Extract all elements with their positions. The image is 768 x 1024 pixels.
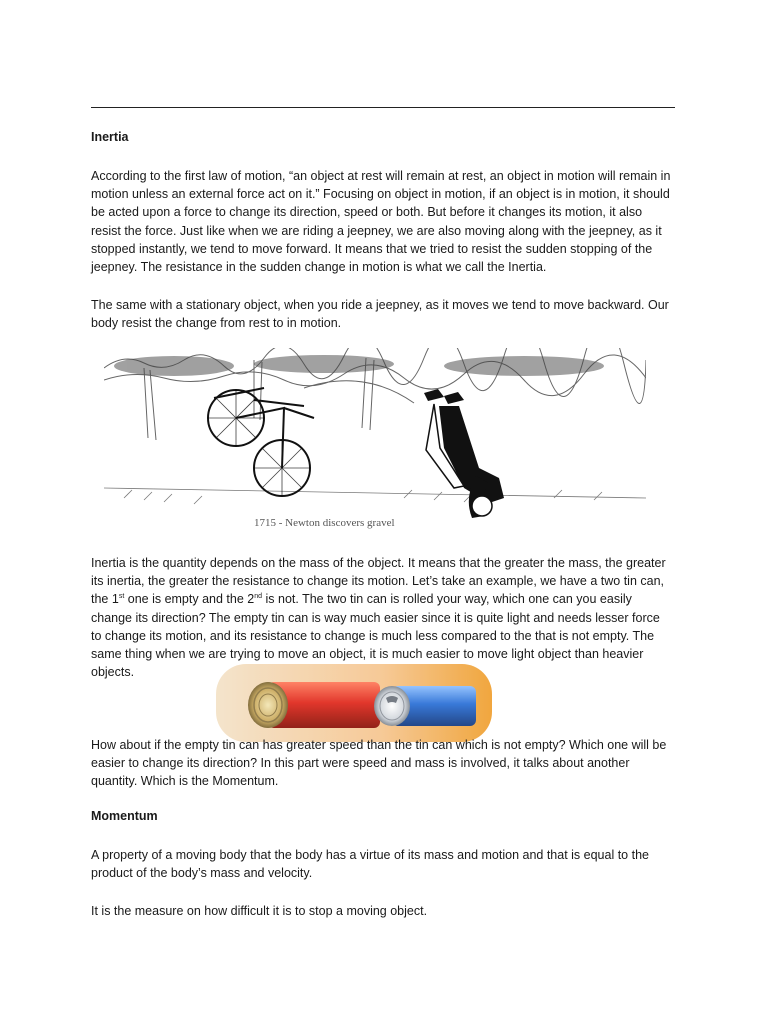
paragraph-inertia-mass <box>91 554 671 681</box>
tin-cans-image <box>216 664 492 742</box>
paragraph-momentum-measure: It is the measure on how difficult it is to stop a moving object. <box>91 904 428 918</box>
paragraph-momentum-definition: A property of a moving body that the body has a virtue of its mass and motion and that is equal to the product of the body’s mass and velocity. <box>91 848 649 881</box>
paragraph-inertia-mass-part1: Inertia is the quantity depends on the mass of the object. It means that the greater the mass, the greater its inertia, the greater the resistance to change its motion. Let’s take an example, we have a two tin can, the 1 <box>91 556 666 607</box>
ordinal-suffix-second: nd <box>254 593 263 601</box>
ordinal-suffix-first: st <box>118 593 125 601</box>
newton-cartoon-image <box>104 348 646 534</box>
paragraph-inertia-mass-part3: is not. The two tin can is rolled your way, which one can you easily change its direction? The empty tin can is way much easier since it is quite light and needs lesser force to change its motion, and its resistance to change is much less compared to the that is not empty. The same thing when we are trying to move an object, it is much easier to move light object than heavier objects. <box>91 592 660 680</box>
top-rule <box>91 107 675 108</box>
paragraph-speed-question: How about if the empty tin can has greater speed than the tin can which is not empty? Which one will be easier to change its direction? In this part were speed and mass is involved, it talks about another quantity. Which is the Momentum. <box>91 738 667 789</box>
figure1-caption: 1715 - Newton discovers gravel <box>254 517 395 529</box>
paragraph-inertia-mass-part2: one is empty and the 2 <box>124 592 255 607</box>
heading-momentum: Momentum <box>91 809 158 823</box>
heading-inertia: Inertia <box>91 130 129 144</box>
paragraph-stationary-object: The same with a stationary object, when you ride a jeepney, as it moves we tend to move backward. Our body resist the change from rest to in motion. <box>91 298 669 331</box>
paragraph-first-law: According to the first law of motion, “an object at rest will remain at rest, an object in motion will remain in motion unless an external force act on it.” Focusing on object in motion, if an object is in motion, it should be acted upon a force to change its direction, speed or both. But before it changes its motion, it also resist the force. Just like when we are riding a jeepney, we are also moving along with the jeepney, as it stopped instantly, we tend to move forward. It means that we tried to resist the sudden stopping of the jeepney. The resistance in the sudden change in motion is what we call the Inertia. <box>91 169 671 275</box>
